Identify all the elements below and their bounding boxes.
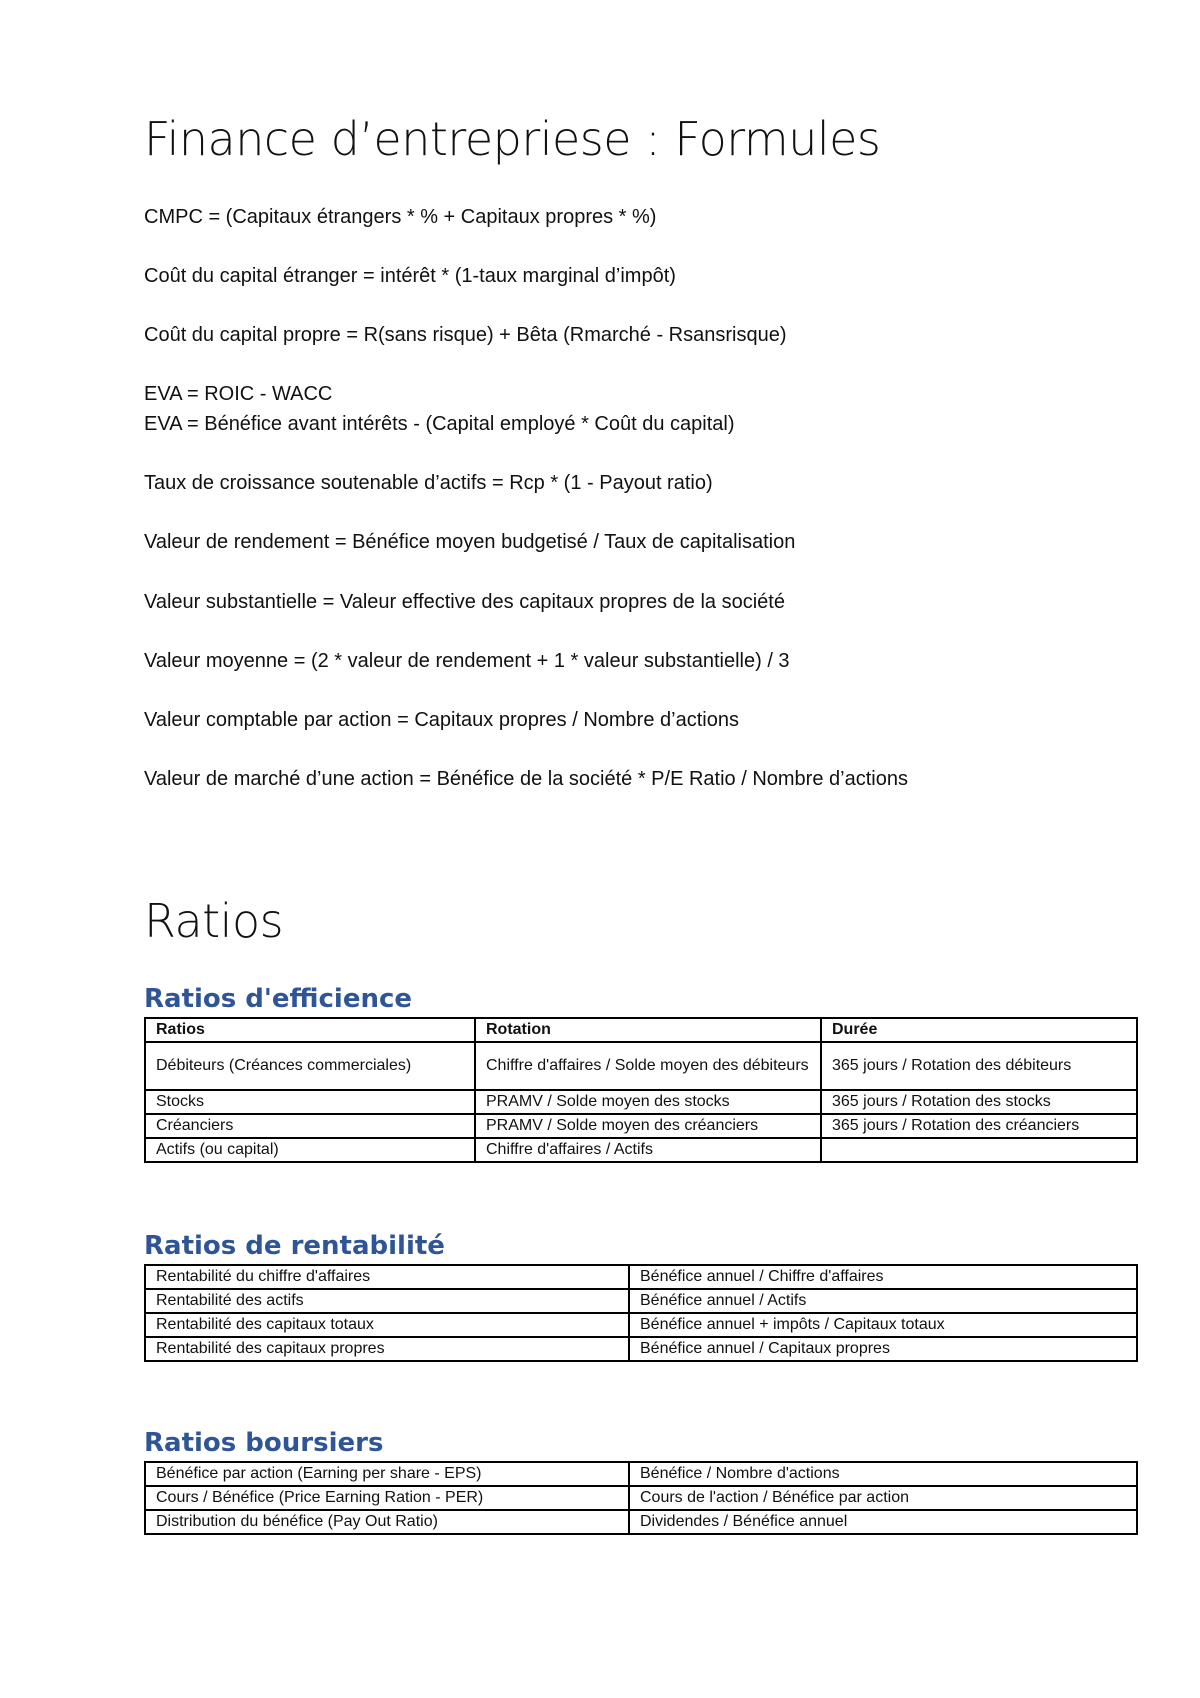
page-title: Finance d’entrepriese : Formules	[144, 112, 881, 166]
formula-valeur-comptable: Valeur comptable par action = Capitaux propres / Nombre d’actions	[144, 709, 739, 731]
table-cell: PRAMV / Solde moyen des stocks	[475, 1090, 821, 1114]
table-cell: Bénéfice / Nombre d'actions	[629, 1462, 1137, 1486]
table-cell: Débiteurs (Créances commerciales)	[145, 1042, 475, 1090]
table-cell: Bénéfice annuel / Capitaux propres	[629, 1337, 1137, 1361]
table-cell: Stocks	[145, 1090, 475, 1114]
table-header-cell: Ratios	[145, 1018, 475, 1042]
formula-cout-capital-etranger: Coût du capital étranger = intérêt * (1-taux marginal d’impôt)	[144, 265, 676, 287]
formula-eva-2: EVA = Bénéfice avant intérêts - (Capital employé * Coût du capital)	[144, 413, 735, 435]
profitability-table	[144, 1264, 1138, 1362]
table-row	[145, 1510, 1137, 1534]
table-row	[145, 1042, 1137, 1090]
formula-valeur-substantielle: Valeur substantielle = Valeur effective des capitaux propres de la société	[144, 591, 785, 613]
table-cell	[821, 1138, 1137, 1162]
formula-cout-capital-propre: Coût du capital propre = R(sans risque) + Bêta (Rmarché - Rsansrisque)	[144, 324, 787, 346]
table-cell: Bénéfice annuel + impôts / Capitaux totaux	[629, 1313, 1137, 1337]
profitability-heading: Ratios de rentabilité	[144, 1231, 445, 1261]
table-cell: PRAMV / Solde moyen des créanciers	[475, 1114, 821, 1138]
table-cell: Rentabilité des capitaux propres	[145, 1337, 629, 1361]
table-cell: Rentabilité des capitaux totaux	[145, 1313, 629, 1337]
table-cell: Rentabilité du chiffre d'affaires	[145, 1265, 629, 1289]
table-cell: Chiffre d'affaires / Solde moyen des débiteurs	[475, 1042, 821, 1090]
table-cell: Chiffre d'affaires / Actifs	[475, 1138, 821, 1162]
table-cell: Rentabilité des actifs	[145, 1289, 629, 1313]
table-header-cell: Rotation	[475, 1018, 821, 1042]
table-cell: Créanciers	[145, 1114, 475, 1138]
table-row	[145, 1462, 1137, 1486]
table-cell: 365 jours / Rotation des stocks	[821, 1090, 1137, 1114]
table-cell: 365 jours / Rotation des débiteurs	[821, 1042, 1137, 1090]
formula-cmpc: CMPC = (Capitaux étrangers * % + Capitaux propres * %)	[144, 206, 657, 228]
ratios-heading: Ratios	[144, 894, 284, 948]
table-header-row	[145, 1018, 1137, 1042]
table-cell: Cours / Bénéfice (Price Earning Ration - PER)	[145, 1486, 629, 1510]
market-heading: Ratios boursiers	[144, 1428, 384, 1458]
formula-croissance-soutenable: Taux de croissance soutenable d’actifs = Rcp * (1 - Payout ratio)	[144, 472, 713, 494]
table-cell: 365 jours / Rotation des créanciers	[821, 1114, 1137, 1138]
table-row	[145, 1265, 1137, 1289]
table-row	[145, 1486, 1137, 1510]
efficiency-heading: Ratios d'efficience	[144, 984, 413, 1014]
table-row	[145, 1114, 1137, 1138]
table-row	[145, 1289, 1137, 1313]
formula-eva-1: EVA = ROIC - WACC	[144, 383, 333, 405]
table-cell: Dividendes / Bénéfice annuel	[629, 1510, 1137, 1534]
table-cell: Distribution du bénéfice (Pay Out Ratio)	[145, 1510, 629, 1534]
table-cell: Bénéfice annuel / Chiffre d'affaires	[629, 1265, 1137, 1289]
table-cell: Cours de l'action / Bénéfice par action	[629, 1486, 1137, 1510]
table-row	[145, 1313, 1137, 1337]
table-row	[145, 1090, 1137, 1114]
table-cell: Actifs (ou capital)	[145, 1138, 475, 1162]
table-row	[145, 1337, 1137, 1361]
formula-valeur-rendement: Valeur de rendement = Bénéfice moyen budgetisé / Taux de capitalisation	[144, 531, 796, 553]
table-header-cell: Durée	[821, 1018, 1137, 1042]
table-row	[145, 1138, 1137, 1162]
market-table	[144, 1461, 1138, 1535]
table-cell: Bénéfice par action (Earning per share - EPS)	[145, 1462, 629, 1486]
formula-valeur-moyenne: Valeur moyenne = (2 * valeur de rendement + 1 * valeur substantielle) / 3	[144, 650, 790, 672]
formula-valeur-marche: Valeur de marché d’une action = Bénéfice de la société * P/E Ratio / Nombre d’actions	[144, 768, 908, 790]
table-cell: Bénéfice annuel / Actifs	[629, 1289, 1137, 1313]
efficiency-table	[144, 1017, 1138, 1163]
